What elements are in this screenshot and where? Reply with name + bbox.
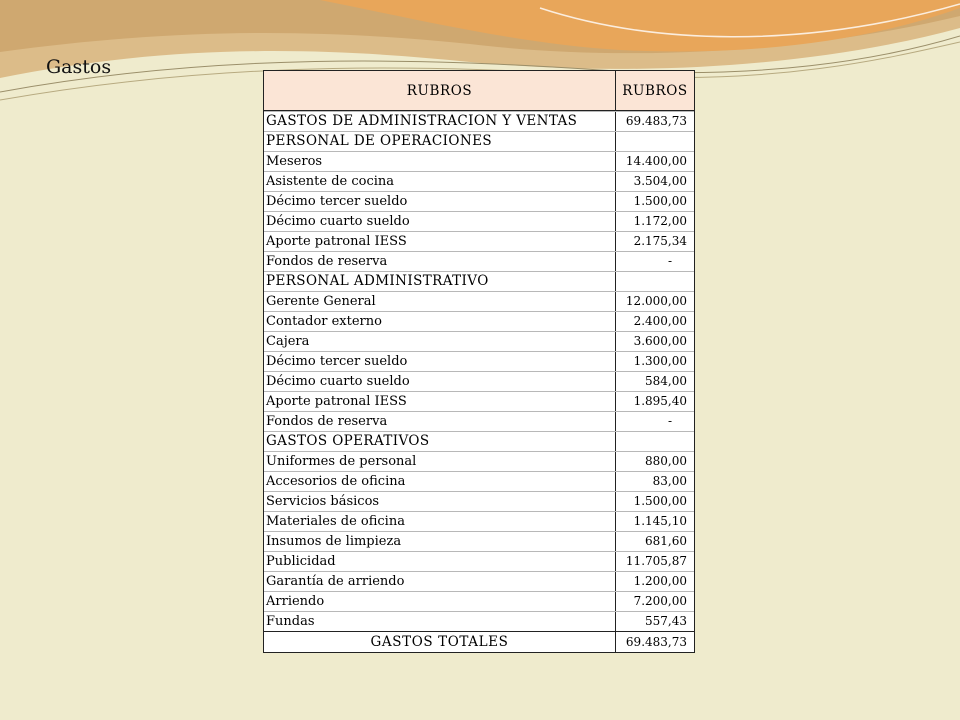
row-label: Décimo cuarto sueldo	[264, 212, 616, 231]
row-value: 69.483,73	[625, 114, 687, 128]
row-value	[616, 432, 694, 451]
row-value	[616, 272, 694, 291]
total-label: GASTOS TOTALES	[264, 632, 616, 652]
row-value: 1.500,00	[633, 194, 687, 208]
row-label: Arriendo	[264, 592, 616, 611]
row-label: Aporte patronal IESS	[264, 392, 616, 411]
section-row	[264, 431, 694, 451]
row-value: 1.172,00	[633, 214, 687, 228]
table-row	[264, 591, 694, 611]
row-label: Contador externo	[264, 312, 616, 331]
table-row	[264, 291, 694, 311]
row-value: 1.300,00	[633, 354, 687, 368]
table-row	[264, 251, 694, 271]
section-row	[264, 111, 694, 131]
row-value: 3.600,00	[633, 334, 687, 348]
row-label: Garantía de arriendo	[264, 572, 616, 591]
row-label: Insumos de limpieza	[264, 532, 616, 551]
row-value: 3.504,00	[633, 174, 687, 188]
row-value: 584,00	[645, 374, 687, 388]
row-value: 681,60	[645, 534, 687, 548]
table-row	[264, 571, 694, 591]
row-value: 2.175,34	[633, 234, 687, 248]
row-label: PERSONAL ADMINISTRATIVO	[264, 272, 616, 291]
section-row	[264, 271, 694, 291]
table-row	[264, 471, 694, 491]
row-value: 1.200,00	[633, 574, 687, 588]
table-row	[264, 451, 694, 471]
row-label: Décimo tercer sueldo	[264, 352, 616, 371]
table-row	[264, 351, 694, 371]
table-row	[264, 311, 694, 331]
table-row	[264, 391, 694, 411]
table-row	[264, 611, 694, 631]
row-label: Aporte patronal IESS	[264, 232, 616, 251]
row-value: 2.400,00	[633, 314, 687, 328]
table-row	[264, 151, 694, 171]
row-label: Décimo cuarto sueldo	[264, 372, 616, 391]
section-row	[264, 131, 694, 151]
row-label: Materiales de oficina	[264, 512, 616, 531]
slide-title: Gastos	[46, 56, 112, 78]
row-label: Cajera	[264, 332, 616, 351]
row-value: 557,43	[645, 614, 687, 628]
table-body	[264, 111, 694, 631]
table-row	[264, 231, 694, 251]
row-label: GASTOS OPERATIVOS	[264, 432, 616, 451]
row-value: 11.705,87	[625, 554, 687, 568]
table-row	[264, 531, 694, 551]
row-label: Publicidad	[264, 552, 616, 571]
row-value: 1.895,40	[633, 394, 687, 408]
row-label: Servicios básicos	[264, 492, 616, 511]
row-label: PERSONAL DE OPERACIONES	[264, 132, 616, 151]
table-row	[264, 211, 694, 231]
table-row	[264, 491, 694, 511]
row-label: Accesorios de oficina	[264, 472, 616, 491]
row-label: Uniformes de personal	[264, 452, 616, 471]
row-label: Fondos de reserva	[264, 252, 616, 271]
row-value: 7.200,00	[633, 594, 687, 608]
table-row	[264, 411, 694, 431]
row-value: 14.400,00	[625, 154, 687, 168]
row-label: Fundas	[264, 612, 616, 631]
row-value: 83,00	[652, 474, 687, 488]
table-row	[264, 551, 694, 571]
table-row	[264, 331, 694, 351]
table-row	[264, 191, 694, 211]
row-label: Meseros	[264, 152, 616, 171]
row-value: -	[667, 414, 672, 428]
table-header	[264, 71, 694, 111]
table-row	[264, 371, 694, 391]
row-value: 12.000,00	[625, 294, 687, 308]
row-value: -	[667, 254, 672, 268]
row-label: Décimo tercer sueldo	[264, 192, 616, 211]
row-label: Fondos de reserva	[264, 412, 616, 431]
table-row	[264, 511, 694, 531]
row-label: Asistente de cocina	[264, 172, 616, 191]
row-label: GASTOS DE ADMINISTRACION Y VENTAS	[264, 112, 616, 131]
total-row	[264, 631, 694, 652]
row-label: Gerente General	[264, 292, 616, 311]
table-row	[264, 171, 694, 191]
header-col1: RUBROS	[264, 71, 616, 110]
row-value: 1.500,00	[633, 494, 687, 508]
row-value: 1.145,10	[633, 514, 687, 528]
total-value: 69.483,73	[625, 635, 687, 649]
row-value	[616, 132, 694, 151]
row-value: 880,00	[645, 454, 687, 468]
expenses-table	[263, 70, 695, 653]
header-col2: RUBROS	[622, 83, 688, 99]
